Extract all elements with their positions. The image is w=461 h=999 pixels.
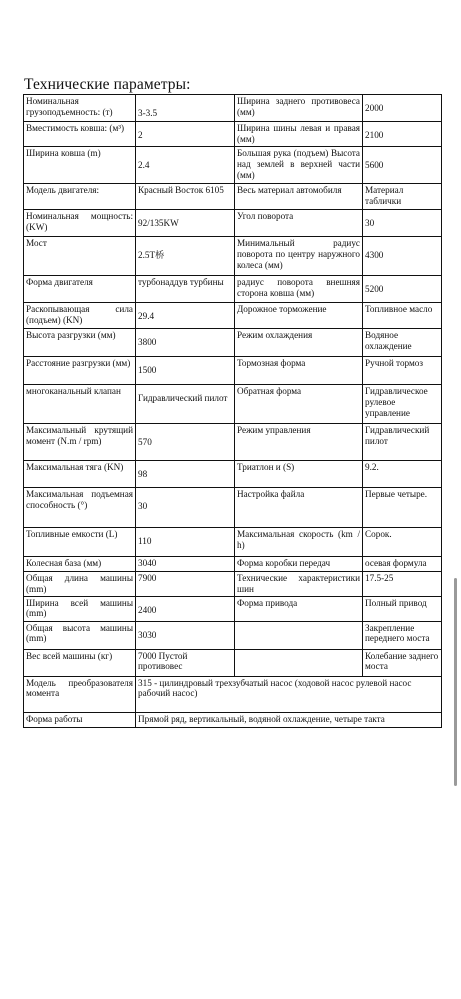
specs-table [23,94,442,728]
param-name: Мост [24,237,136,276]
param-value: Закрепление переднего моста [363,621,442,649]
param-value: 7900 [136,572,235,597]
table-row [24,557,442,572]
table-row [24,357,442,385]
param-value: 1500 [136,357,235,385]
param-name: многоканальный клапан [24,385,136,424]
param-value: 2.5T桥 [136,237,235,276]
param-value: 2100 [363,122,442,147]
param-name: Максимальная тяга (KN) [24,461,136,488]
param-name: Номинальная грузоподъемность: (т) [24,95,136,122]
param-value: 570 [136,424,235,461]
param-value: 7000 Пустой противовес [136,649,235,676]
param-value: 29.4 [136,303,235,329]
param-value: 30 [363,210,442,237]
table-row [24,210,442,237]
table-row [24,649,442,676]
param-value: 110 [136,528,235,557]
table-row [24,461,442,488]
param-value: 3030 [136,621,235,649]
param-value: 2400 [136,596,235,621]
param-value: 5600 [363,147,442,184]
param-value: турбонаддув турбины [136,276,235,303]
table-row [24,122,442,147]
param-name: Режим управления [235,424,363,461]
param-value: 2000 [363,95,442,122]
param-name: Минимальный радиус поворота по центру наружного колеса (мм) [235,237,363,276]
param-name: Максимальная скорость (km / h) [235,528,363,557]
param-name: Общая длина машины (mm) [24,572,136,597]
param-name: Угол поворота [235,210,363,237]
param-value: 3040 [136,557,235,572]
param-value: осевая формула [363,557,442,572]
param-value: 9.2. [363,461,442,488]
param-value: 315 - цилиндровый трехзубчатый насос (ходовой насос рулевой насос рабочий насос) [136,676,442,712]
table-row [24,621,442,649]
param-name: Колесная база (мм) [24,557,136,572]
table-row [24,424,442,461]
table-row [24,488,442,528]
param-value: 2 [136,122,235,147]
table-row [24,303,442,329]
table-row [24,676,442,712]
table-row [24,712,442,727]
param-name: Ширина всей машины (mm) [24,596,136,621]
param-name: Обратная форма [235,385,363,424]
param-value: 98 [136,461,235,488]
param-value: Топливное масло [363,303,442,329]
param-name: Настройка файла [235,488,363,528]
table-row [24,596,442,621]
param-name: Весь материал автомобиля [235,184,363,210]
param-name: Форма двигателя [24,276,136,303]
param-name: Форма работы [24,712,136,727]
param-value: Материал таблички [363,184,442,210]
param-value: 30 [136,488,235,528]
param-value: 4300 [363,237,442,276]
table-row [24,95,442,122]
table-row [24,184,442,210]
param-name: Расстояние разгрузки (мм) [24,357,136,385]
param-name: Топливные емкости (L) [24,528,136,557]
param-name: Модель двигателя: [24,184,136,210]
param-value: 92/135KW [136,210,235,237]
param-name: Общая высота машины (mm) [24,621,136,649]
param-name: Режим охлаждения [235,329,363,357]
param-name [235,621,363,649]
param-name: радиус поворота внешняя сторона ковша (мм) [235,276,363,303]
param-name: Вес всей машины (кг) [24,649,136,676]
param-value: Прямой ряд, вертикальный, водяной охлаждение, четыре такта [136,712,442,727]
param-value: Сорок. [363,528,442,557]
param-value: 3-3.5 [136,95,235,122]
table-row [24,572,442,597]
param-name: Технические характеристики шин [235,572,363,597]
param-name: Вместимость ковша: (м³) [24,122,136,147]
param-value: Гидравлическое рулевое управление [363,385,442,424]
param-value: Гидравлический пилот [363,424,442,461]
param-name [235,649,363,676]
table-row [24,385,442,424]
param-value: Водяное охлаждение [363,329,442,357]
spec-title: Технические параметры: [24,76,191,93]
param-value: Колебание заднего моста [363,649,442,676]
param-value: 2.4 [136,147,235,184]
param-name: Форма коробки передач [235,557,363,572]
param-name: Ширина ковша (m) [24,147,136,184]
param-name: Ширина шины левая и правая (мм) [235,122,363,147]
param-name: Номинальная мощность: (KW) [24,210,136,237]
param-name: Тормозная форма [235,357,363,385]
param-value: 3800 [136,329,235,357]
table-row [24,237,442,276]
param-value: Ручной тормоз [363,357,442,385]
param-value: Полный привод [363,596,442,621]
table-row [24,276,442,303]
param-value: 17.5-25 [363,572,442,597]
param-name: Максимальная подъемная способность (°) [24,488,136,528]
param-name: Модель преобразователя момента [24,676,136,712]
param-value: Первые четыре. [363,488,442,528]
param-name: Ширина заднего противовеса (мм) [235,95,363,122]
scrollbar-thumb[interactable] [454,578,457,786]
param-name: Большая рука (подъем) Высота над землей в верхней части (мм) [235,147,363,184]
param-name: Триатлон и (S) [235,461,363,488]
table-row [24,528,442,557]
param-value: Гидравлический пилот [136,385,235,424]
param-name: Максимальный крутящий момент (N.m / rpm) [24,424,136,461]
param-value: Красный Восток 6105 [136,184,235,210]
param-name: Раскопывающая сила (подъем) (KN) [24,303,136,329]
param-name: Форма привода [235,596,363,621]
param-name: Высота разгрузки (мм) [24,329,136,357]
param-value: 5200 [363,276,442,303]
param-name: Дорожное торможение [235,303,363,329]
table-row [24,147,442,184]
table-row [24,329,442,357]
